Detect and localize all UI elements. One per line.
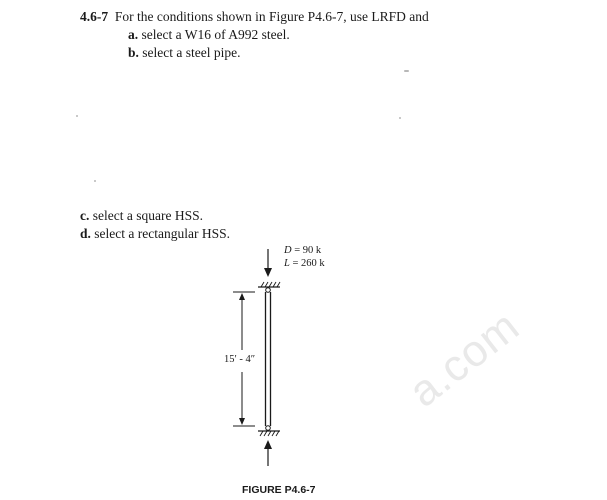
part-a-text: select a W16 of A992 steel. [141,27,290,42]
part-d-letter: d. [80,226,91,241]
part-b-letter: b. [128,45,139,60]
top-pin-support [258,282,280,292]
problem-statement: For the conditions shown in Figure P4.6-7, use LRFD and [114,9,429,24]
part-d-text: select a rectangular HSS. [94,226,230,241]
problem-number: 4.6-7 [80,9,109,24]
live-load-value: = 260 k [292,258,325,269]
reaction-arrow [264,440,272,466]
live-load-label [284,258,325,270]
dead-load-value: = 90 k [294,245,322,256]
column-length-label: 15′ - 4″ [224,354,256,365]
part-b-text: select a steel pipe. [142,45,241,60]
bottom-pin-support [258,426,280,436]
live-load-symbol: L [284,258,290,269]
part-c-letter: c. [80,208,90,223]
figure-caption: FIGURE P4.6-7 [242,484,316,496]
dead-load-symbol: D [284,245,292,256]
dead-load-label [284,245,321,257]
part-a-letter: a. [128,27,139,42]
part-c-text: select a square HSS. [92,208,203,223]
column-member [266,292,271,426]
applied-load-arrow [264,249,272,277]
watermark: a.com [400,301,529,417]
